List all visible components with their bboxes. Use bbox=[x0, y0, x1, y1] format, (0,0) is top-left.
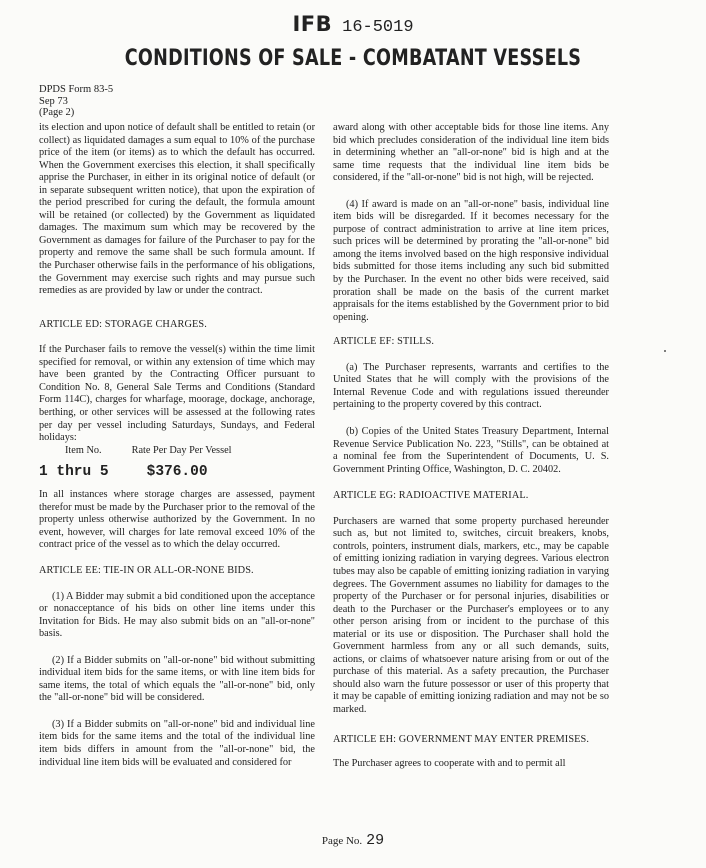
rate-col-item: Item No. bbox=[65, 444, 102, 456]
rate-table-row bbox=[39, 463, 315, 481]
left-column bbox=[39, 122, 315, 769]
rate-col-rate: Rate Per Day Per Vessel bbox=[131, 444, 232, 456]
article-ee-paragraph-2: (2) If a Bidder submits on "all-or-none" bid without submitting individual item bids for the same items, or with line item bids for same items, the total of which equals the "all-or-none" bid, only the "all-or-none" bid will be considered. bbox=[39, 654, 315, 704]
continuation-paragraph: award along with other acceptable bids for those line items. Any bid which precludes consideration of the individual line item bids in determining whether an "all-or-none" bid is high and at the same time requests that the individual line item bids be considered, if the "all-or-none" bid is not high, will be rejected. bbox=[333, 122, 609, 184]
article-ef-paragraph-b: (b) Copies of the United States Treasury Department, Internal Revenue Service Publication No. 223, "Stills", can be obtained at a nominal fee from the Superintendent of Documents, U. S. Government Printing Office, Washington, D. C. 20402. bbox=[333, 425, 609, 475]
ifb-number: 16-5019 bbox=[342, 18, 414, 37]
page-footer bbox=[0, 832, 706, 849]
article-ef-paragraph-a: (a) The Purchaser represents, warrants and certifies to the United States that he will comply with the provisions of the Internal Revenue Code and with regulations issued thereunder pertaining to the property covered by this contract. bbox=[333, 361, 609, 411]
article-ee-paragraph-1: (1) A Bidder may submit a bid conditioned upon the acceptance or nonacceptance of his bids on other line items under this Invitation for Bids. He may also submit bids on an "all-or-none" basis. bbox=[39, 590, 315, 640]
ifb-header bbox=[0, 12, 706, 37]
article-ee-paragraph-3: (3) If a Bidder submits on "all-or-none" bid and individual line item bids for the same items and the total of the individual line item bids differs in amount from the "all-or-none" bid, the individual line item bids will be evaluated and considered for bbox=[39, 718, 315, 768]
right-column bbox=[333, 122, 609, 771]
article-ed-paragraph-1: If the Purchaser fails to remove the vessel(s) within the time limit specified for removal, or within any extension of time which may have been granted by the Contracting Officer pursuant to Condition No. 8, General Sale Terms and Conditions (Standard Form 114C), charges for wharfage, moorage, dockage, anchorage, berthing, or other services will be assessed at the following rates per day per vessel including Saturdays, Sundays, and Federal holidays: bbox=[39, 344, 315, 444]
page-number-label: Page No. bbox=[321, 835, 363, 847]
rate-table-header bbox=[39, 445, 315, 458]
article-eh-heading: ARTICLE EH: GOVERNMENT MAY ENTER PREMISES. bbox=[333, 733, 590, 745]
article-ed-paragraph-2: In all instances where storage charges are assessed, payment therefor must be made by the Purchaser prior to the removal of the property unless otherwise authorized by the Government. In no event, however, will charges for late removal exceed 10% of the contract price of the vessel as to which the delay occurred. bbox=[39, 489, 315, 551]
form-number: DPDS Form 83-5 bbox=[39, 84, 114, 95]
all-or-none-paragraph-4: (4) If award is made on an "all-or-none" basis, individual line item bids will be disregarded. If it becomes necessary for the purpose of contract administration to arrive at line item prices, such prices will be determined by prorating the "all-or-none" bid among the items involved based on the high responsive individual bids submitted for those items including any such bid submitted by the Purchaser. In the event no other bids were received, said proration shall be made on the basis of the current market appraisals for the items established by the Government prior to bid opening. bbox=[333, 198, 609, 323]
form-info bbox=[39, 84, 113, 119]
article-eg-heading: ARTICLE EG: RADIOACTIVE MATERIAL. bbox=[333, 490, 529, 502]
page-title: CONDITIONS OF SALE - COMBATANT VESSELS bbox=[124, 46, 582, 71]
scan-speck bbox=[664, 350, 666, 352]
ifb-label: IFB bbox=[292, 12, 333, 36]
article-eh-paragraph: The Purchaser agrees to cooperate with and to permit all bbox=[333, 758, 566, 770]
rate-value: $376.00 bbox=[146, 464, 208, 481]
article-ee-heading: ARTICLE EE: TIE-IN OR ALL-OR-NONE BIDS. bbox=[39, 564, 254, 576]
intro-paragraph: its election and upon notice of default shall be entitled to retain (or collect) as liquidated damages a sum equal to 10% of the purchase price of the item (or items) as to which the default has occurred. When the Government exercises this election, it shall specifically apprise the Purchaser, in either in its original notice of default (or in separate subsequent written notice), that upon the expiration of the period prescribed for curing the default, the formula amount will be retained (or collected) by the Government as liquidated damages. The maximum sum which may be recovered by the Government as damages for failure of the Purchaser to pay for the property and remove the same shall be such formula amount. If the Purchaser otherwise fails in the performance of his obligations, the Government may exercise such rights and may pursue such remedies as are provided by law or under the contract. bbox=[39, 122, 315, 297]
article-eg-paragraph: Purchasers are warned that some property purchased hereunder such as, but not limited to, switches, circuit breakers, knobs, controls, pointers, instrument dials, markers, etc., may be capable of emitting ionizing radiation in varying degrees. Various electron tubes may also be capable of emitting ionizing radiation in varying degrees. The Government assumes no liability for damages to the property of the Purchaser or for personal injuries, disabilities or death to the Purchaser or the Purchaser's employees or to any other person arising from or incident to the purchase of this material or its use or disposition. The Purchaser shall hold the Government harmless from any or all such demands, suits, actions, or claims of whatsoever nature arising from or out of the purchase of this material. As a safety precaution, the Purchaser should also warn the future possessor or user of this property that it may be capable of emitting ionizing radiation and may not be so marked. bbox=[333, 515, 609, 715]
form-date: Sep 73 bbox=[39, 95, 68, 107]
rate-item-range: 1 thru 5 bbox=[39, 464, 109, 481]
article-ed-heading: ARTICLE ED: STORAGE CHARGES. bbox=[39, 318, 207, 330]
article-ef-heading: ARTICLE EF: STILLS. bbox=[333, 336, 435, 348]
page-number: 29 bbox=[366, 832, 385, 849]
form-page-ref: (Page 2) bbox=[39, 107, 75, 118]
